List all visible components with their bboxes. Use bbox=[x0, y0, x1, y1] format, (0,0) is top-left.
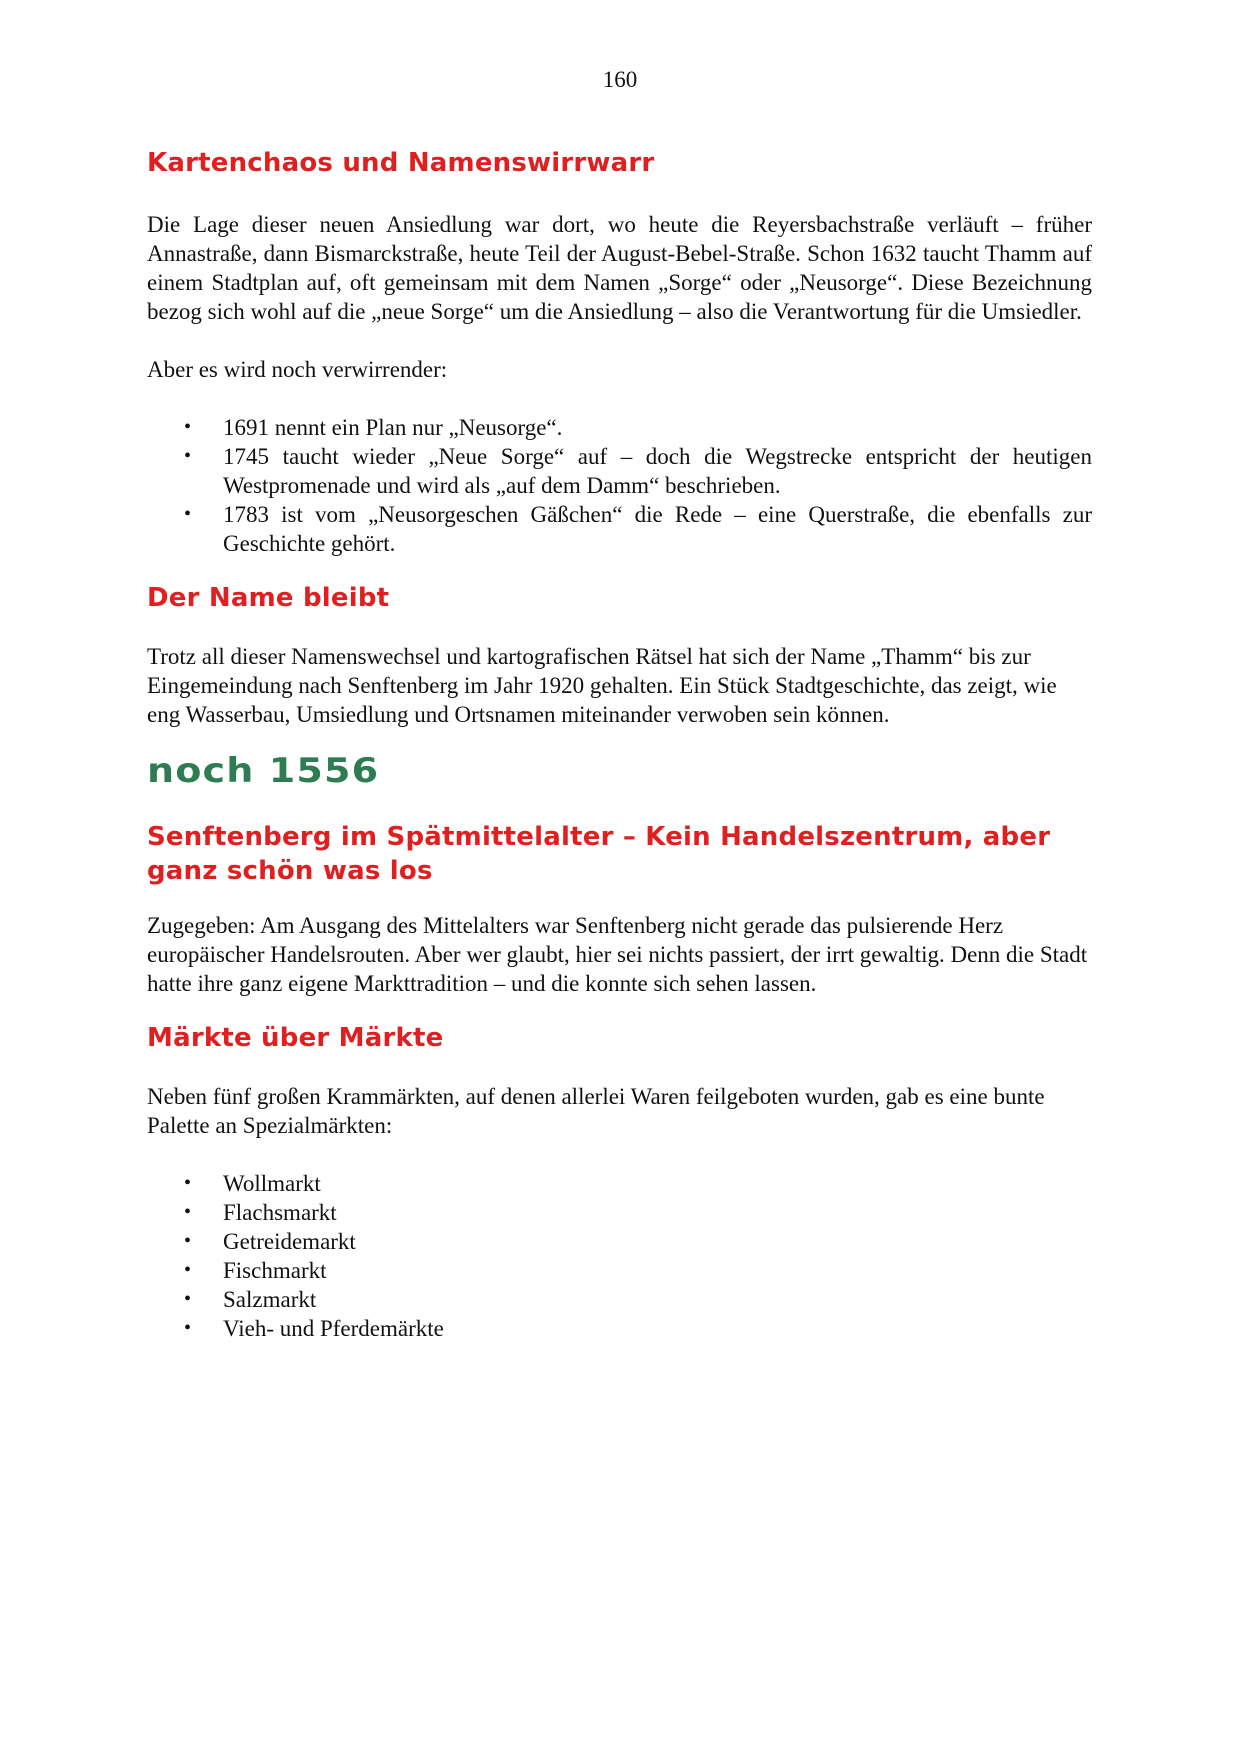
section-heading-maerkte: Märkte über Märkte bbox=[147, 1023, 444, 1053]
bullet-list-plans bbox=[147, 413, 1092, 558]
page-number: 160 bbox=[602, 67, 638, 92]
section-heading-name-bleibt: Der Name bleibt bbox=[147, 583, 390, 613]
section-heading-spaetmittelalter: Senftenberg im Spätmittelalter – Kein Handelszentrum, aber ganz schön was los bbox=[147, 822, 1051, 886]
list-item: • 1783 ist vom „Neusorgeschen Gäßchen“ die Rede – eine Querstraße, die ebenfalls zur Geschichte gehört. bbox=[223, 500, 1092, 558]
paragraph-ansiedlung: Die Lage dieser neuen Ansiedlung war dort, wo heute die Reyersbachstraße verläuft – früher Annastraße, dann Bismarckstraße, heute Teil der August-Bebel-Straße. Schon 1632 taucht Thamm auf einem Stadtplan auf, oft gemeinsam mit dem Namen „Sorge“ oder „Neusorge“. Diese Bezeichnung bezog sich wohl auf die „neue Sorge“ um die Ansiedlung – also die Verantwortung für die Umsiedler. bbox=[147, 212, 1092, 324]
paragraph-zugegeben: Zugegeben: Am Ausgang des Mittelalters war Senftenberg nicht gerade das pulsierende Herz europäischer Handelsrouten. Aber wer glaubt, hier sei nichts passiert, der irrt gewaltig. Denn die Stadt hatte ihre ganz eigene Markttradition – und die konnte sich sehen lassen. bbox=[147, 913, 1088, 996]
special-heading-noch-1556: noch 1556 bbox=[147, 751, 380, 791]
list-item: • Vieh- und Pferdemärkte bbox=[223, 1314, 1092, 1343]
section-heading-kartenchaos: Kartenchaos und Namenswirrwarr bbox=[147, 148, 655, 178]
bullet-list-markets bbox=[147, 1169, 1092, 1343]
list-item: • Salzmarkt bbox=[223, 1285, 1092, 1314]
list-item: • Fischmarkt bbox=[223, 1256, 1092, 1285]
list-item: • 1745 taucht wieder „Neue Sorge“ auf – doch die Wegstrecke entspricht der heutigen Westpromenade und wird als „auf dem Damm“ beschrieben. bbox=[223, 442, 1092, 500]
list-item: • 1691 nennt ein Plan nur „Neusorge“. bbox=[223, 413, 1092, 442]
paragraph-verwirrender: Aber es wird noch verwirrender: bbox=[147, 357, 448, 382]
paragraph-krammaerkte: Neben fünf großen Krammärkten, auf denen allerlei Waren feilgeboten wurden, gab es eine bunte Palette an Spezialmärkten: bbox=[147, 1084, 1045, 1138]
page-content bbox=[147, 146, 1092, 1343]
list-item: • Getreidemarkt bbox=[223, 1227, 1092, 1256]
list-item: • Flachsmarkt bbox=[223, 1198, 1092, 1227]
paragraph-name-bleibt: Trotz all dieser Namenswechsel und kartografischen Rätsel hat sich der Name „Thamm“ bis zur Eingemeindung nach Senftenberg im Jahr 1920 gehalten. Ein Stück Stadtgeschichte, das zeigt, wie eng Wasserbau, Umsiedlung und Ortsnamen miteinander verwoben sein können. bbox=[147, 644, 1057, 727]
list-item: • Wollmarkt bbox=[223, 1169, 1092, 1198]
